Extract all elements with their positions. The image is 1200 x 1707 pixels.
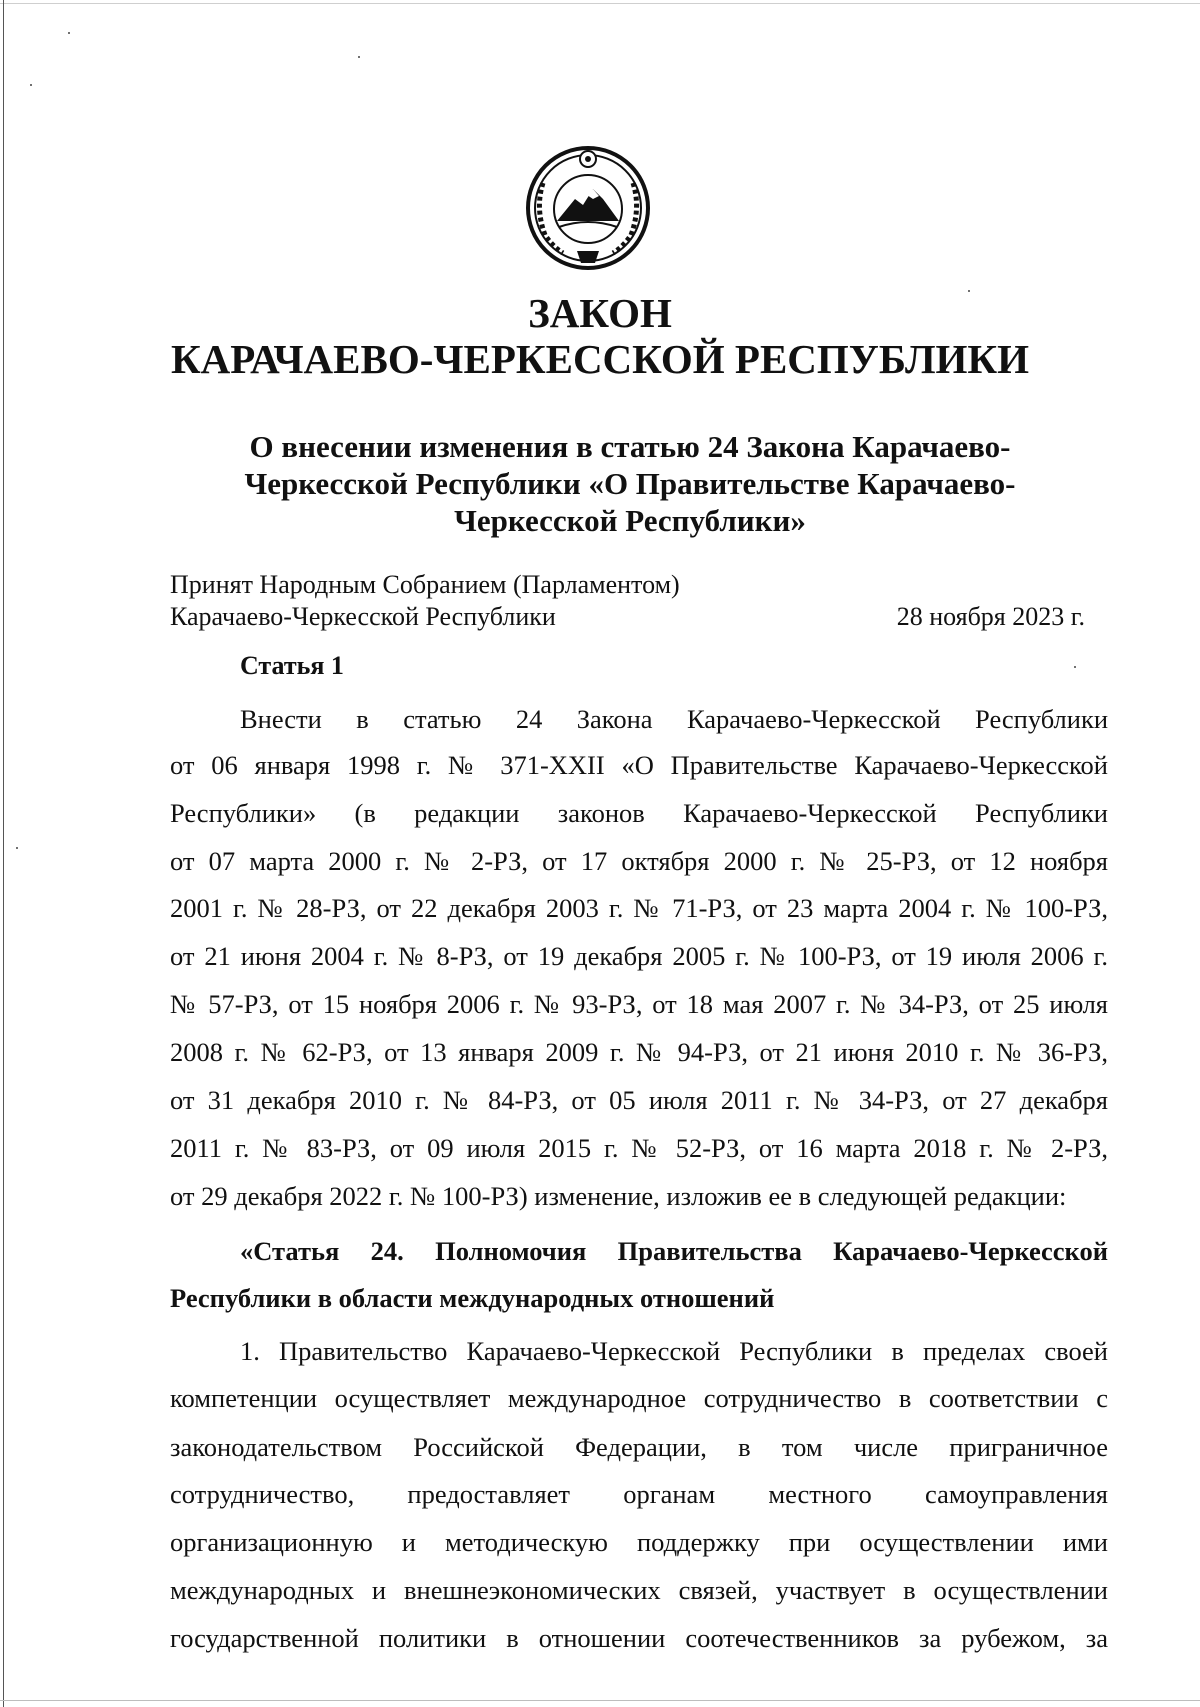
paragraph-line: от 31 декабря 2010 г. № 84-РЗ, от 05 июля 2011 г. № 34-РЗ, от 27 декабря bbox=[170, 1085, 1108, 1115]
adoption-date: 28 ноября 2023 г. bbox=[896, 602, 1085, 631]
subtitle-line-1: О внесении изменения в статью 24 Закона Карачаево- bbox=[249, 429, 1011, 464]
item-1-line: сотрудничество, предоставляет органам местного самоуправления bbox=[170, 1479, 1108, 1509]
paragraph-line: от 29 декабря 2022 г. № 100-РЗ) изменение, изложив ее в следующей редакции: bbox=[170, 1181, 1067, 1211]
scan-edge-top bbox=[0, 3, 1200, 4]
item-1-line: организационную и методическую поддержку при осуществлении ими bbox=[170, 1527, 1108, 1557]
scan-speck bbox=[68, 32, 70, 34]
scan-speck bbox=[1074, 666, 1076, 668]
paragraph-line: Республики» (в редакции законов Карачаево-Черкесской Республики bbox=[170, 798, 1108, 828]
scan-speck bbox=[30, 84, 32, 86]
scan-speck bbox=[16, 847, 18, 849]
item-1-line: государственной политики в отношении соотечественников за рубежом, за bbox=[170, 1623, 1108, 1653]
coat-of-arms-emblem bbox=[523, 143, 653, 273]
law-title: ЗАКОН bbox=[528, 290, 672, 336]
adoption-line-1: Принят Народным Собранием (Парламентом) bbox=[170, 570, 680, 599]
quoted-article-heading: «Статья 24. Полномочия Правительства Карачаево-Черкесской bbox=[240, 1236, 1108, 1266]
paragraph-line: 2008 г. № 62-РЗ, от 13 января 2009 г. № 94-РЗ, от 21 июня 2010 г. № 36-РЗ, bbox=[170, 1037, 1108, 1067]
scan-edge-left bbox=[3, 0, 4, 1707]
item-1-line: международных и внешнеэкономических связей, участвует в осуществлении bbox=[170, 1575, 1108, 1605]
scan-edge-bottom bbox=[0, 1700, 1200, 1701]
item-1-line: компетенции осуществляет международное сотрудничество в соответствии с bbox=[170, 1383, 1108, 1413]
article-1-heading: Статья 1 bbox=[240, 651, 344, 680]
paragraph-line: от 21 июня 2004 г. № 8-РЗ, от 19 декабря 2005 г. № 100-РЗ, от 19 июля 2006 г. bbox=[170, 941, 1108, 971]
paragraph-line: 2001 г. № 28-РЗ, от 22 декабря 2003 г. № 71-РЗ, от 23 марта 2004 г. № 100-РЗ, bbox=[170, 893, 1108, 923]
paragraph-line: от 06 января 1998 г. № 371-XXII «О Правительстве Карачаево-Черкесской bbox=[170, 750, 1108, 780]
republic-title: КАРАЧАЕВО-ЧЕРКЕССКОЙ РЕСПУБЛИКИ bbox=[170, 336, 1030, 382]
adoption-line-2: Карачаево-Черкесской Республики bbox=[170, 602, 556, 631]
scan-speck bbox=[358, 56, 360, 58]
subtitle-line-2: Черкесской Республики «О Правительстве Карачаево- bbox=[244, 466, 1016, 501]
item-1-line: законодательством Российской Федерации, в том числе приграничное bbox=[170, 1432, 1108, 1462]
item-1-line: 1. Правительство Карачаево-Черкесской Республики в пределах своей bbox=[240, 1336, 1108, 1366]
subtitle-line-3: Черкесской Республики» bbox=[454, 503, 806, 538]
paragraph-line: № 57-РЗ, от 15 ноября 2006 г. № 93-РЗ, от 18 мая 2007 г. № 34-РЗ, от 25 июля bbox=[170, 989, 1108, 1019]
paragraph-line: Внести в статью 24 Закона Карачаево-Черкесской Республики bbox=[240, 704, 1108, 734]
quoted-article-heading: Республики в области международных отношений bbox=[170, 1283, 775, 1313]
paragraph-line: 2011 г. № 83-РЗ, от 09 июля 2015 г. № 52-РЗ, от 16 марта 2018 г. № 2-РЗ, bbox=[170, 1133, 1108, 1163]
paragraph-line: от 07 марта 2000 г. № 2-РЗ, от 17 октября 2000 г. № 25-РЗ, от 12 ноября bbox=[170, 846, 1108, 876]
